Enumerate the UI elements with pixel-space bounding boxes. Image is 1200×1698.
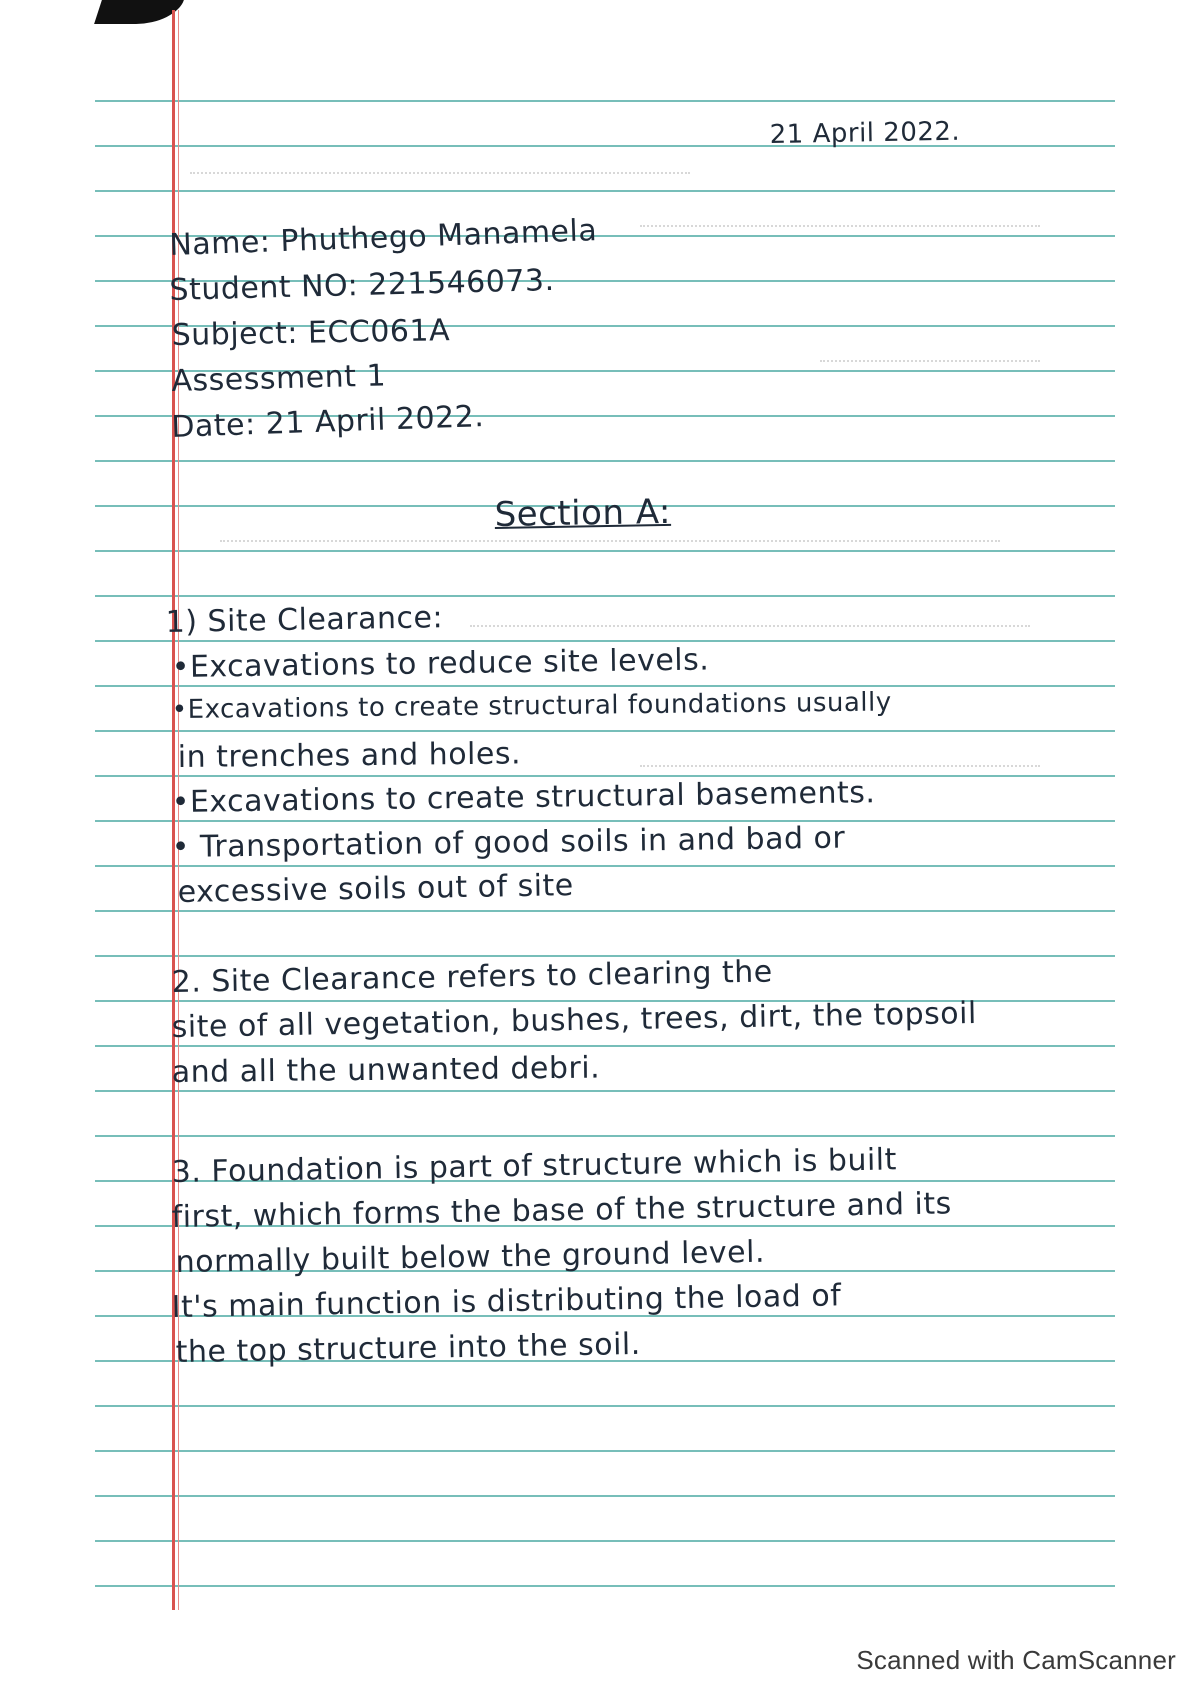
bleed-through-mark: [820, 360, 1040, 362]
q1-bullet-continued: in trenches and holes.: [177, 736, 522, 775]
rule-line: [95, 1450, 1115, 1452]
q3-line: the top structure into the soil.: [175, 1326, 642, 1370]
rule-line: [95, 100, 1115, 102]
rule-line: [95, 775, 1115, 777]
assessment-line: Assessment 1: [171, 358, 387, 399]
q1-bullet: •Excavations to create structural basements.: [171, 775, 876, 820]
rule-line: [95, 1405, 1115, 1407]
q1-bullet: •Excavations to reduce site levels.: [171, 642, 710, 685]
rule-line: [95, 1495, 1115, 1497]
bleed-through-mark: [470, 625, 1030, 627]
q1-title: 1) Site Clearance:: [165, 600, 444, 640]
name-line: Name: Phuthego Manamela: [168, 213, 598, 263]
rule-line: [95, 550, 1115, 552]
rule-line: [95, 685, 1115, 687]
rule-line: [95, 595, 1115, 597]
q1-bullet-continued: excessive soils out of site: [177, 868, 575, 910]
rule-line: [95, 640, 1115, 642]
bleed-through-mark: [190, 172, 690, 174]
date-line: Date: 21 April 2022.: [170, 399, 485, 445]
section-heading: Section A:: [494, 491, 672, 535]
bleed-through-mark: [220, 540, 1000, 542]
subject-line: Subject: ECC061A: [171, 313, 451, 353]
rule-line: [95, 190, 1115, 192]
rule-line: [95, 1045, 1115, 1047]
q3-line: 3. Foundation is part of structure which is built: [171, 1142, 898, 1190]
rule-line: [95, 145, 1115, 147]
bleed-through-mark: [640, 765, 1040, 767]
rule-line: [95, 460, 1115, 462]
rule-line: [95, 1540, 1115, 1542]
rule-line: [95, 1135, 1115, 1137]
q2-line: 2. Site Clearance refers to clearing the: [171, 954, 774, 1000]
q1-bullet: • Transportation of good soils in and bad or: [171, 820, 846, 865]
bleed-through-mark: [640, 225, 1040, 227]
camscanner-watermark: Scanned with CamScanner: [856, 1645, 1176, 1675]
page-corner-shadow: [94, 0, 184, 24]
q2-line: site of all vegetation, bushes, trees, dirt, the topsoil: [171, 995, 978, 1045]
rule-line: [95, 910, 1115, 912]
q3-line: It's main function is distributing the load of: [171, 1278, 842, 1325]
rule-line: [95, 1090, 1115, 1092]
rule-line: [95, 865, 1115, 867]
rule-line: [95, 730, 1115, 732]
q2-line: and all the unwanted debri.: [171, 1050, 601, 1090]
rule-line: [95, 1585, 1115, 1587]
student-number-line: Student NO: 221546073.: [169, 262, 555, 308]
q1-bullet: •Excavations to create structural foundations usually: [171, 687, 892, 725]
q3-line: first, which forms the base of the structure and its: [171, 1186, 953, 1235]
header-date: 21 April 2022.: [769, 116, 961, 150]
rule-line: [95, 820, 1115, 822]
q3-line: normally built below the ground level.: [175, 1234, 766, 1280]
